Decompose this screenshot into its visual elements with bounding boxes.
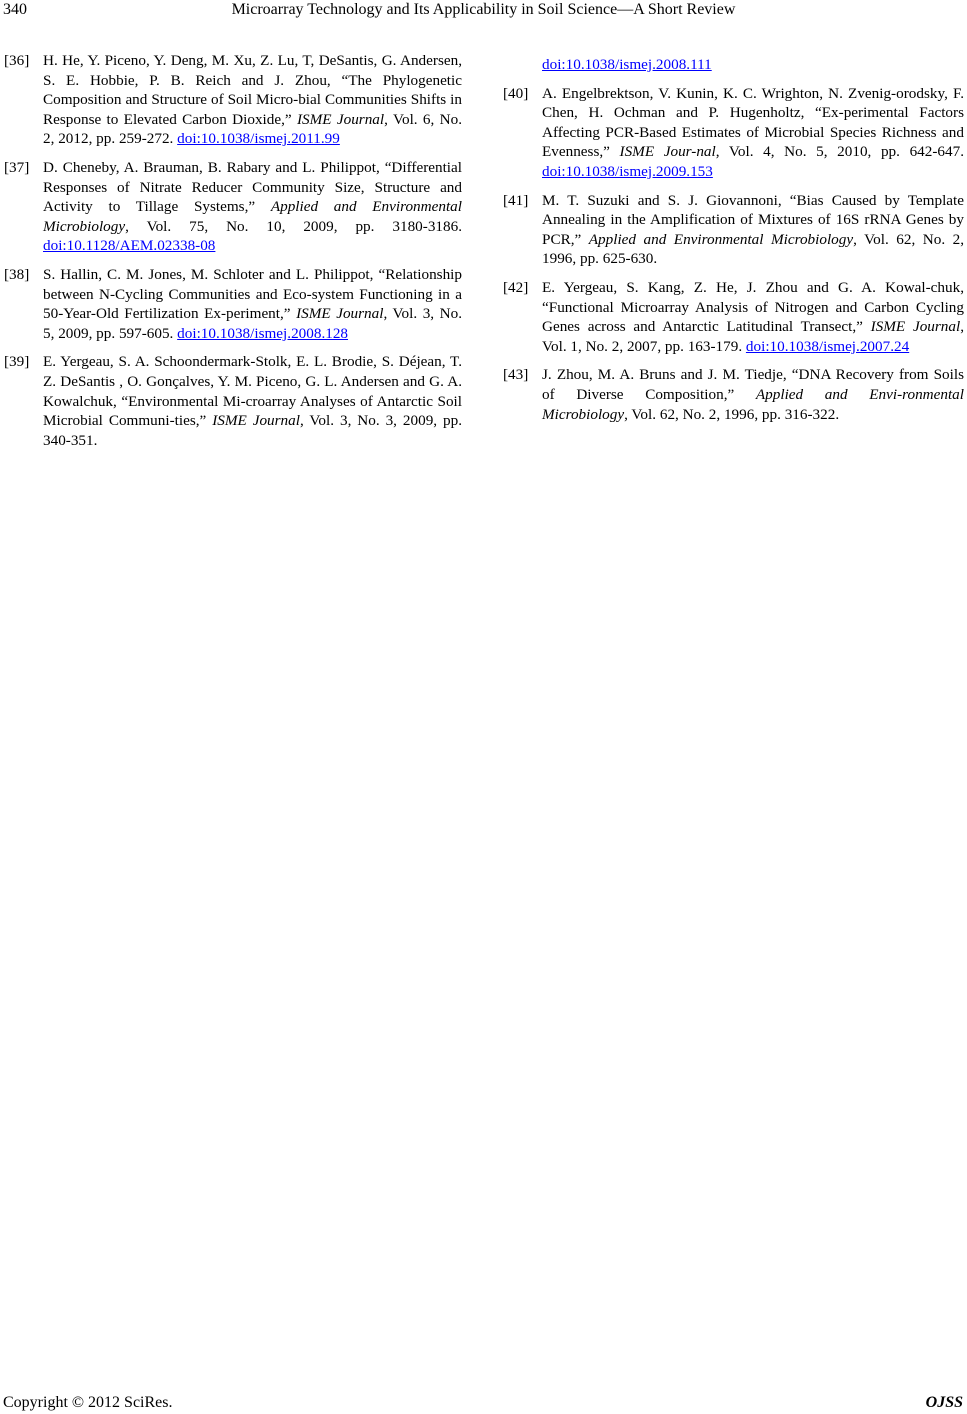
footer-journal: OJSS bbox=[925, 1394, 963, 1411]
reference-text: E. Yergeau, S. A. Schoondermark-Stolk, E. L. Brodie, S. Déjean, T. Z. DeSantis , O. Gonçalves, Y. M. Piceno, G. L. Andersen and G. A. Kowalchuk, “Environmental Mi-croarray Analyses of Antarctic Soil Microbial Communi-ties,” bbox=[43, 353, 462, 430]
journal-name: ISME Jour-nal bbox=[619, 143, 716, 161]
journal-name: Applied and Environmental Microbiology bbox=[588, 230, 854, 248]
reference-text: A. Engelbrektson, V. Kunin, K. C. Wrighton, N. Zvenig-orodsky, F. Chen, H. Ochman and P. Hugenholtz, “Ex-perimental Factors Affecting PCR-Based Estimates of Microbial Species Richness and Evenness,” bbox=[542, 84, 964, 161]
reference-text: S. Hallin, C. M. Jones, M. Schloter and L. Philippot, “Relationship between N-Cycling Communities and Eco-system Functioning in a 50-Year-Old Fertilization Ex-periment,” bbox=[43, 265, 462, 323]
reference-36 bbox=[4, 51, 462, 149]
reference-39 bbox=[4, 352, 462, 450]
reference-details: , Vol. 6, No. 2, 2012, pp. 259-272. bbox=[43, 110, 462, 148]
reference-number: [36] bbox=[4, 52, 30, 69]
reference-body bbox=[43, 158, 462, 256]
reference-text: E. Yergeau, S. Kang, Z. He, J. Zhou and G. A. Kowal-chuk, “Functional Microarray Analysis of Nitrogen and Carbon Cycling Genes across and Antarctic Latitudinal Transect,” bbox=[542, 278, 964, 336]
running-title: Microarray Technology and Its Applicability in Soil Science—A Short Review bbox=[231, 1, 736, 18]
journal-name: ISME Journal bbox=[870, 318, 961, 336]
reference-number: [39] bbox=[4, 353, 30, 371]
journal-name: ISME Journal bbox=[296, 305, 384, 323]
reference-number: [38] bbox=[4, 265, 30, 283]
journal-name: ISME Journal bbox=[212, 412, 300, 430]
doi-link[interactable]: doi:10.1038/ismej.2007.24 bbox=[745, 337, 910, 355]
left-column bbox=[4, 51, 462, 459]
right-column bbox=[503, 55, 964, 433]
reference-details: , Vol. 75, No. 10, 2009, pp. 3180-3186. bbox=[125, 217, 462, 235]
reference-number: [43] bbox=[503, 366, 529, 384]
reference-details: , Vol. 4, No. 5, 2010, pp. 642-647. bbox=[715, 143, 964, 161]
reference-body bbox=[542, 278, 964, 356]
doi-link[interactable]: doi:10.1128/AEM.02338-08 bbox=[43, 237, 216, 255]
doi-link[interactable]: doi:10.1038/ismej.2011.99 bbox=[177, 130, 340, 148]
doi-link[interactable]: doi:10.1038/ismej.2008.111 bbox=[542, 56, 712, 73]
doi-link[interactable]: doi:10.1038/ismej.2009.153 bbox=[542, 162, 713, 180]
reference-37 bbox=[4, 158, 462, 256]
reference-body bbox=[43, 352, 462, 450]
reference-number: [41] bbox=[503, 191, 529, 209]
reference-body bbox=[542, 365, 964, 424]
reference-43 bbox=[503, 365, 964, 424]
journal-name: Applied and Environmental Microbiology bbox=[43, 198, 462, 235]
reference-details: , Vol. 62, No. 2, 1996, pp. 316-322. bbox=[624, 405, 840, 423]
page-number: 340 bbox=[3, 1, 27, 18]
reference-details: , Vol. 1, No. 2, 2007, pp. 163-179. bbox=[542, 318, 964, 355]
reference-42 bbox=[503, 278, 964, 356]
journal-name: Applied and Envi-ronmental Microbiology bbox=[542, 385, 964, 423]
reference-38 bbox=[4, 265, 462, 343]
footer-copyright: Copyright © 2012 SciRes. bbox=[3, 1394, 173, 1411]
reference-40 bbox=[503, 84, 964, 182]
reference-text: H. He, Y. Piceno, Y. Deng, M. Xu, Z. Lu, T, DeSantis, G. Andersen, S. E. Hobbie, P. B. Reich and J. Zhou, “The Phylogenetic Composition and Structure of Soil Micro-bial Communities Shifts in Response to Elevated Carbon Dioxide,” bbox=[43, 52, 462, 128]
reference-text: D. Cheneby, A. Brauman, B. Rabary and L. Philippot, “Differential Responses of Nitrate Reducer Community Size, Structure and Activity to Tillage Systems,” bbox=[43, 158, 462, 216]
reference-text: M. T. Suzuki and S. J. Giovannoni, “Bias Caused by Template Annealing in the Amplification of Mixtures of 16S rRNA Genes by PCR,” bbox=[542, 191, 964, 248]
reference-number: [37] bbox=[4, 158, 30, 176]
reference-39-continuation bbox=[503, 55, 964, 75]
reference-number: [40] bbox=[503, 84, 529, 102]
reference-body bbox=[542, 191, 964, 269]
reference-details: , Vol. 62, No. 2, 1996, pp. 625-630. bbox=[542, 230, 965, 268]
reference-body bbox=[542, 84, 964, 182]
reference-details: , Vol. 3, No. 3, 2009, pp. 340-351. bbox=[43, 412, 462, 449]
reference-details: , Vol. 3, No. 5, 2009, pp. 597-605. bbox=[43, 305, 462, 342]
reference-body bbox=[43, 265, 462, 343]
reference-41 bbox=[503, 191, 964, 269]
journal-name: ISME Journal bbox=[296, 110, 385, 128]
reference-number: [42] bbox=[503, 278, 529, 296]
doi-link[interactable]: doi:10.1038/ismej.2008.128 bbox=[177, 324, 349, 342]
reference-text: J. Zhou, M. A. Bruns and J. M. Tiedje, “DNA Recovery from Soils of Diverse Composition,” bbox=[542, 366, 964, 403]
reference-body bbox=[43, 51, 462, 149]
